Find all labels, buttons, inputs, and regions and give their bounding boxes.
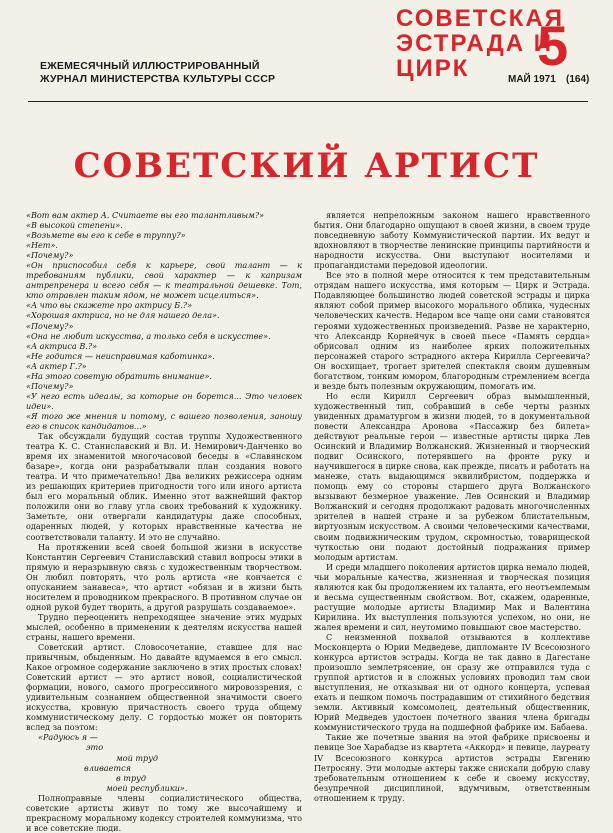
paragraph: Все это в полной мере относится к тем представительным отрядам нашего искусства, имя которым — Цирк и Эстрада. Подавляющее большинство людей советской эстрады и цирка являют собой пример высокого морального облика, чудесных человеческих качеств. Недаром все чаще они сами становятся героями художественных произведений. Разве не характерно, что Александр Корнейчук в своей пьесе «Память сердца» обрисовал одним из наиболее ярких положительных персонажей старого эстрадного актера Кирилла Сергеевича? Он восхищает, трогает зрителей спектакля своим душевным богатством, тонким юмором, благородным стремлением всегда и везде быть полезным окружающим, помогать им.	[314, 270, 590, 391]
paragraph: Полноправные члены социалистического общества, советские артисты живут по тому же высочайшему и прекрасному моральному кодексу строителей коммунизма, что и все советские люди.	[26, 792, 302, 833]
paragraph: Советский артист. Словосочетание, ставшее для нас привычным, обыденным. Но давайте вдумаемся в его смысл. Какое огромное содержание заключено в этих простых словах! Советский артист — это артист новой, социалистической формации, нового, самого прогрессивного мировоззрения, с удивительным сознанием общественной значимости своего искусства, кровную причастность своего труда общему коммунистическому делу. С гордостью может он повторить вслед за поэтом:	[26, 642, 302, 733]
dialogue-line: «А что вы скажете про актрису Б.?»	[26, 300, 193, 311]
issue-number: 5	[537, 14, 569, 77]
magazine-title-line: ЭСТРАДА И	[396, 30, 553, 57]
paragraph: На протяжении всей своей большой жизни в искусстве Константин Сергеевич Станиславский ставил вопросы этики в прямую и неразрывную связь с художественным творчеством. Он любил повторять, что роль артиста «не кончается с опусканием занавеса», что артист «обязан и в жизни быть носителем и проводником прекрасного. В противном случае он одной рукой будет творить, а другой разрушать создаваемое».	[26, 541, 302, 612]
dialogue-line: «Не годится — неисправимая каботинка».	[26, 350, 215, 361]
poem-line: это	[86, 742, 104, 753]
paragraph: Но если Кирилл Сергеевич образ вымышленный, художественный тип, собравший в себе черты разных увиденных драматургом в жизни людей, то в документальной повести Александра Аронова «Пассажир без билета» действуют реальные герои — известные артисты цирка Лев Осинский и Владимир Волжанский. Жизненный и творческий подвиг Осинского, потерявшего на фронте руку и научившегося в цирке снова, как прежде, писать и работать на манеже, стать выдающимся эквилибристом, поддержка и помощь ему со стороны старшего друга Волжанского вызывают безмерное уважение. Лев Осинский и Владимир Волжанский и сегодня продолжают радовать многочисленных зрителей в нашей стране и за рубежом блистательным, виртуозным искусством. А своими человеческими качествами, своим подвижническим трудом, скромностью, товарищеской чуткостью они подают достойный подражания пример молодым артистам.	[314, 390, 590, 562]
dialogue-line: «Нет».	[26, 240, 58, 251]
poem-quote	[26, 732, 302, 792]
article-column-right	[314, 210, 590, 803]
poem-line: вливается	[84, 762, 131, 773]
dialogue-line: «Вот вам актер А. Считаете вы его талантливым?»	[26, 210, 265, 220]
article-column-left	[26, 210, 302, 833]
poem-line: в труд	[116, 772, 146, 783]
dialogue-line: «Она не любит искусства, а только себя в искусстве».	[26, 330, 271, 341]
paragraph: С неизменной похвалой отзываются в коллективе Москонцерта о Юрии Медведеве, дипломанте IV Всесоюзного конкурса артистов эстрады. Когда не так давно в Дагестане произошло землетрясение, он сразу же отправился туда с группой артистов и в сложных условиях проводил там свои выступления, не отказывая ни от одного концерта, успевая ехать и пешком помочь пострадавшим от стихийного бедствия земли. Активный комсомолец, деятельный общественник, Юрий Медведев удостоен почетного звания члена бригады коммунистического труда на подшефной фабрике им. Бабаева.	[314, 631, 590, 733]
dialogue-line: «Почему?»	[26, 250, 74, 261]
poem-line: мой труд	[116, 752, 159, 763]
poem-line: моей республики».	[106, 782, 188, 793]
dialogue-line: «Хорошая актриса, но не для нашего дела».	[26, 310, 220, 321]
subtitle-line: ЕЖЕМЕСЯЧНЫЙ ИЛЛЮСТРИРОВАННЫЙ	[40, 60, 260, 72]
dialogue-line: «Я того же мнения и потому, с вашего позволения, заношу его в список кандидатов...»	[26, 410, 302, 431]
dialogue-line: «Возьмете вы его к себе в труппу?»	[26, 230, 186, 241]
dialogue-line: «А актриса В.?»	[26, 340, 98, 351]
dialogue-line: «У него есть идеалы, за которые он борется... Это человек идеи».	[26, 390, 302, 411]
subtitle-line: ЖУРНАЛ МИНИСТЕРСТВА КУЛЬТУРЫ СССР	[40, 73, 276, 85]
dialogue-line: «В высокой степени».	[26, 220, 123, 231]
poem-line: «Радуюсь я —	[38, 732, 98, 743]
magazine-title-line: СОВЕТСКАЯ	[396, 5, 564, 32]
masthead-divider	[28, 101, 588, 102]
dialogue-line: «А актер Г.?»	[26, 360, 87, 371]
paragraph: является непреложным законом нашего нравственного бытия. Они благодарно ощущают в своей жизни, в своем труде повседневную заботу Коммунистической партии. Их ведут и вдохновляют в творчестве ленинские принципы партийности и народности искусства. Они выступают носителями и пропагандистами передовой идеологии.	[314, 210, 590, 271]
masthead-subtitle	[40, 60, 340, 86]
paragraph: Так обсуждали будущий состав труппы Художественного театра К. С. Станиславский и Вл. И. Немирович-Данченко во время их знаменитой многочасовой беседы в «Славянском базаре», когда они разрабатывали план создания нового театра. И что примечательно! Два великих режиссера одним из решающих критериев пригодности того или иного артиста был его моральный облик. Именно этот важнейший фактор положили они во главу угла своих требований к художнику. Заметьте, они отвергали кандидатуры даже способных, одаренных людей, у которых нравственные качества не соответствовали таланту. И это не случайно.	[26, 431, 302, 542]
dialogue-line: «Он приспособил себя к карьере, свой талант — к требованиям публики, свой характер — к капризам антрепренера и всего себя — к театральной дешевке. Тот, кто отравлен таким ядом, не может исцелиться».	[26, 260, 302, 301]
issue-date: МАЙ 1971	[508, 74, 556, 85]
dialogue-line: «На этого советую обратить внимание».	[26, 370, 213, 381]
article-headline: СОВЕТСКИЙ АРТИСТ	[73, 146, 540, 186]
issue-total: (164)	[566, 74, 590, 85]
dialogue-line: «Почему?»	[26, 380, 74, 391]
dialogue-line: «Почему?»	[26, 320, 74, 331]
masthead	[0, 0, 613, 110]
magazine-title-line: ЦИРК	[396, 55, 470, 82]
paragraph: Такие же почетные звания на этой фабрике присвоены и певице Зое Харабадзе из квартета «Аккорд» и певице, лауреату IV Всесоюзного конкурса артистов эстрады Евгению Петросяну. Эти молодые актеры также снискали добрую славу требовательным отношением к себе и своему искусству, безупречной дисциплиной, вдумчивым, ответственным отношением к труду.	[314, 732, 590, 803]
paragraph: И среди младшего поколения артистов цирка немало людей, чьи моральные качества, жизненная и творческая позиция являются как бы продолжением их таланта, его неотъемлемым и весьма существенным свойством. Вот, скажем, одаренные, растущие молодые артисты Владимир Мак и Валентина Кирилина. Их выступления пользуются успехом, но они, не жалея времени и сил, неутомимо повышают свое мастерство.	[314, 561, 590, 632]
paragraph: Трудно переоценить непреходящее значение этих мудрых мыслей, особенно в применении к деятелям искусства нашей страны, нашего времени.	[26, 611, 302, 642]
